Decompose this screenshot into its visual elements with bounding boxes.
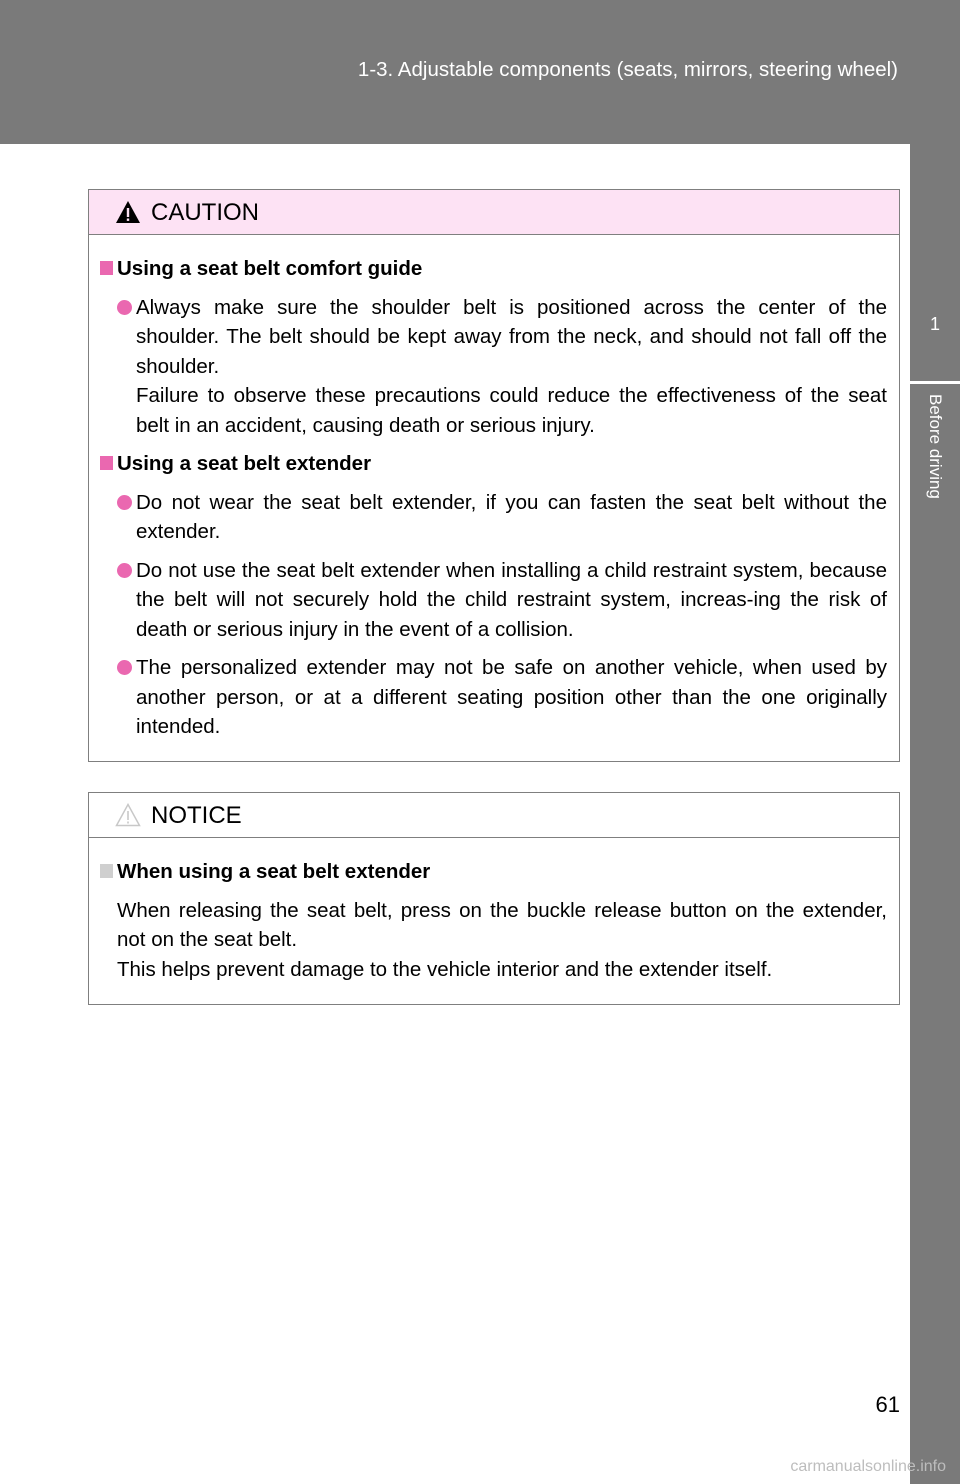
caution-subhead-text: Using a seat belt comfort guide bbox=[117, 257, 423, 280]
caution-paragraph: Do not use the seat belt extender when installing a child restraint system, because the belt will not securely hold the child restraint system, increas-ing the risk of death or serious injury in the event of a collision. bbox=[136, 558, 887, 641]
notice-heading: NOTICE bbox=[151, 802, 242, 829]
caution-item bbox=[100, 556, 887, 645]
chapter-label: Before driving bbox=[926, 394, 945, 499]
caution-paragraph: Do not wear the seat belt extender, if you can fasten the seat belt without the extender. bbox=[136, 490, 887, 543]
circle-bullet-icon bbox=[117, 563, 132, 578]
chapter-label-box bbox=[910, 384, 960, 1484]
notice-paragraph: When releasing the seat belt, press on the buckle release button on the extender, not on the seat belt. bbox=[117, 898, 887, 951]
square-bullet-icon bbox=[100, 456, 113, 470]
chapter-number-box bbox=[910, 144, 960, 381]
caution-paragraph: The personalized extender may not be safe on another vehicle, when used by another person, or at a different seating position other than the one originally intended. bbox=[136, 656, 887, 738]
notice-body bbox=[89, 838, 899, 984]
caution-paragraph: Failure to observe these precautions could reduce the effectiveness of the seat belt in an accident, causing death or serious injury. bbox=[136, 384, 887, 437]
page-header bbox=[0, 0, 960, 144]
caution-header bbox=[89, 190, 899, 235]
square-bullet-icon bbox=[100, 261, 113, 275]
caution-body bbox=[89, 235, 899, 742]
caution-subhead bbox=[100, 449, 887, 479]
notice-text bbox=[100, 896, 887, 985]
notice-subhead bbox=[100, 857, 887, 887]
circle-bullet-icon bbox=[117, 495, 132, 510]
caution-heading: CAUTION bbox=[151, 199, 259, 226]
caution-subhead bbox=[100, 254, 887, 284]
caution-item bbox=[100, 293, 887, 441]
notice-paragraph: This helps prevent damage to the vehicle interior and the extender itself. bbox=[117, 957, 773, 981]
square-bullet-icon bbox=[100, 864, 113, 878]
caution-item bbox=[100, 653, 887, 742]
caution-paragraph: Always make sure the shoulder belt is positioned across the center of the shoulder. The belt should be kept away from the neck, and should not fall off the shoulder. bbox=[136, 295, 887, 378]
section-title: 1-3. Adjustable components (seats, mirrors, steering wheel) bbox=[357, 58, 898, 81]
notice-header bbox=[89, 793, 899, 838]
warning-icon bbox=[115, 200, 141, 224]
watermark: carmanualsonline.info bbox=[790, 1458, 946, 1475]
circle-bullet-icon bbox=[117, 660, 132, 675]
chapter-side-tab bbox=[910, 144, 960, 1484]
caution-box bbox=[88, 189, 900, 762]
caution-subhead-text: Using a seat belt extender bbox=[117, 452, 372, 475]
notice-warning-icon bbox=[115, 803, 141, 827]
circle-bullet-icon bbox=[117, 300, 132, 315]
caution-item bbox=[100, 488, 887, 547]
notice-box bbox=[88, 792, 900, 1005]
notice-subhead-text: When using a seat belt extender bbox=[117, 860, 431, 883]
page-number: 61 bbox=[875, 1392, 900, 1417]
chapter-number: 1 bbox=[929, 314, 940, 334]
